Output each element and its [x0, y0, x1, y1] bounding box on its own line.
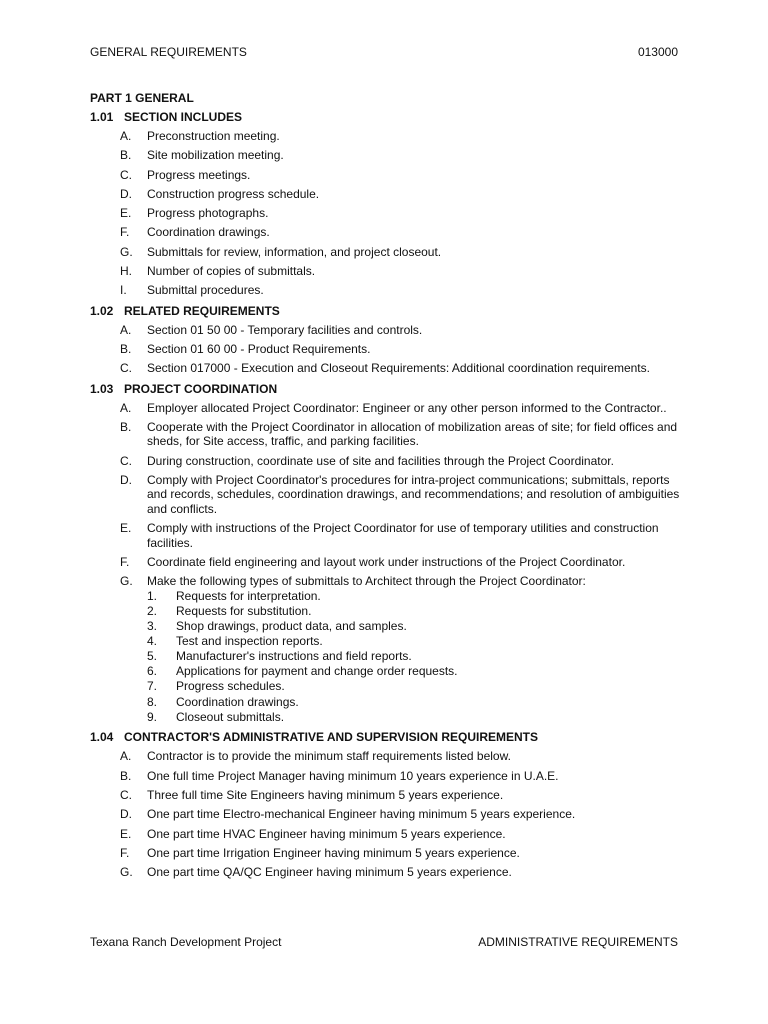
- item-text: One part time HVAC Engineer having minimum 5 years experience.: [147, 826, 506, 841]
- sub-item-text: Requests for substitution.: [176, 603, 312, 618]
- item-text: Section 01 60 00 - Product Requirements.: [147, 341, 371, 356]
- sub-item-text: Closeout submittals.: [176, 709, 285, 724]
- section-number: 1.02: [90, 303, 114, 318]
- list-item: [90, 283, 680, 298]
- sub-item-text: Shop drawings, product data, and samples.: [176, 619, 407, 634]
- footer-section-title: ADMINISTRATIVE REQUIREMENTS: [478, 935, 678, 949]
- sub-list-item: [147, 649, 680, 664]
- sub-item-number: 6.: [147, 664, 158, 679]
- item-text: One full time Project Manager having minimum 10 years experience in U.A.E.: [147, 768, 559, 783]
- item-letter: C.: [120, 361, 132, 376]
- list-item: [90, 473, 680, 517]
- section-title: CONTRACTOR'S ADMINISTRATIVE AND SUPERVISION REQUIREMENTS: [124, 730, 538, 745]
- sub-list-item: [147, 604, 680, 619]
- section-number: 1.01: [90, 110, 114, 124]
- sub-item-number: 8.: [147, 694, 158, 709]
- item-text: Submittal procedures.: [147, 283, 264, 298]
- sub-list-item: [147, 695, 680, 710]
- list-item: [90, 420, 680, 449]
- section-title: RELATED REQUIREMENTS: [124, 303, 280, 318]
- list-item: [90, 225, 680, 240]
- item-letter: D.: [120, 807, 132, 822]
- item-text: Preconstruction meeting.: [147, 129, 280, 143]
- header-section-number: 013000: [637, 45, 678, 59]
- list-item: [90, 865, 680, 880]
- item-text: Make the following types of submittals to Architect through the Project Coordinator:: [147, 574, 586, 589]
- sub-item-text: Coordination drawings.: [176, 694, 299, 709]
- item-text: Submittals for review, information, and project closeout.: [147, 244, 442, 259]
- list-item: [90, 245, 680, 260]
- item-letter: G.: [120, 865, 133, 880]
- section: [90, 109, 680, 298]
- section: [90, 381, 680, 725]
- list-item: [90, 574, 680, 724]
- item-letter: A.: [120, 400, 132, 415]
- sub-item-text: Manufacturer's instructions and field reports.: [176, 649, 412, 664]
- list-item: [90, 807, 680, 822]
- item-text: Number of copies of submittals.: [147, 264, 316, 279]
- list-item: [90, 148, 680, 163]
- list-item: [90, 168, 680, 183]
- item-letter: G.: [120, 574, 133, 589]
- sub-list-item: [147, 664, 680, 679]
- item-text: Section 017000 - Execution and Closeout Requirements: Additional coordination requirements.: [147, 361, 650, 376]
- item-letter: G.: [120, 244, 133, 259]
- item-letter: I.: [120, 283, 127, 298]
- sub-item-text: Applications for payment and change order requests.: [176, 664, 458, 679]
- item-text: Employer allocated Project Coordinator: Engineer or any other person informed to the Contractor..: [147, 400, 667, 415]
- page-footer: [90, 934, 678, 950]
- item-letter: F.: [120, 555, 130, 570]
- item-text: Coordination drawings.: [147, 225, 270, 240]
- list-item: [90, 187, 680, 202]
- sub-item-text: Requests for interpretation.: [176, 588, 321, 603]
- item-letter: C.: [120, 453, 132, 468]
- sub-list-item: [147, 634, 680, 649]
- section: [90, 729, 680, 879]
- item-letter: E.: [120, 826, 132, 841]
- item-text: One part time Electro-mechanical Engineer having minimum 5 years experience.: [147, 807, 576, 822]
- sub-list-item: [147, 589, 680, 604]
- section-title: PROJECT COORDINATION: [124, 381, 278, 396]
- item-text: Comply with Project Coordinator's procedures for intra-project communications; submittals, reports and records, schedules, coordination drawings, and recommendations; and resolution of ambiguities and conflicts.: [147, 472, 680, 516]
- item-letter: E.: [120, 206, 132, 221]
- item-text: Coordinate field engineering and layout work under instructions of the Project Coordinator.: [147, 555, 626, 570]
- document-body: [90, 90, 680, 885]
- sub-list-item: [147, 679, 680, 694]
- item-list: [90, 749, 680, 879]
- item-text: Progress photographs.: [147, 206, 269, 221]
- sub-item-number: 9.: [147, 709, 158, 724]
- item-letter: D.: [120, 472, 132, 487]
- section-heading: [90, 303, 680, 323]
- sub-item-number: 2.: [147, 603, 158, 618]
- item-text: One part time QA/QC Engineer having minimum 5 years experience.: [147, 865, 512, 880]
- item-letter: E.: [120, 521, 132, 536]
- sub-list-item: [147, 619, 680, 634]
- item-list: [90, 129, 680, 298]
- section: [90, 303, 680, 376]
- item-letter: H.: [120, 264, 132, 279]
- item-text: Construction progress schedule.: [147, 186, 320, 201]
- list-item: [90, 769, 680, 784]
- list-item: [90, 361, 680, 376]
- list-item: [90, 521, 680, 550]
- item-letter: F.: [120, 225, 130, 240]
- list-item: [90, 323, 680, 338]
- item-text: One part time Irrigation Engineer having minimum 5 years experience.: [147, 845, 520, 860]
- list-item: [90, 129, 680, 144]
- section-heading: [90, 729, 680, 749]
- sub-item-text: Progress schedules.: [176, 679, 285, 694]
- item-text: Comply with instructions of the Project Coordinator for use of temporary utilities and construction facilities.: [147, 521, 659, 550]
- list-item: [90, 206, 680, 221]
- item-list: [90, 323, 680, 376]
- item-text: Contractor is to provide the minimum staff requirements listed below.: [147, 749, 511, 764]
- item-text: Section 01 50 00 - Temporary facilities and controls.: [147, 322, 423, 337]
- page-header: [90, 44, 678, 60]
- part-title: PART 1 GENERAL: [90, 91, 194, 105]
- sub-item-number: 7.: [147, 679, 158, 694]
- sub-item-number: 5.: [147, 649, 158, 664]
- list-item: [90, 788, 680, 803]
- list-item: [90, 401, 680, 416]
- section-number: 1.04: [90, 730, 114, 745]
- sections-container: [90, 109, 680, 880]
- section-heading: [90, 381, 680, 401]
- item-letter: A.: [120, 129, 132, 143]
- item-letter: B.: [120, 768, 132, 783]
- item-text: Progress meetings.: [147, 167, 251, 182]
- item-letter: D.: [120, 186, 132, 201]
- sub-item-text: Test and inspection reports.: [176, 634, 323, 649]
- item-letter: A.: [120, 322, 132, 337]
- sub-item-number: 3.: [147, 619, 158, 634]
- item-letter: B.: [120, 148, 132, 163]
- sub-list-item: [147, 710, 680, 725]
- list-item: [90, 555, 680, 570]
- item-letter: A.: [120, 749, 132, 764]
- list-item: [90, 749, 680, 764]
- item-letter: C.: [120, 788, 132, 803]
- sub-item-number: 1.: [147, 588, 158, 603]
- section-title: SECTION INCLUDES: [124, 110, 243, 124]
- list-item: [90, 827, 680, 842]
- item-letter: B.: [120, 341, 132, 356]
- list-item: [90, 264, 680, 279]
- item-letter: C.: [120, 167, 132, 182]
- item-letter: B.: [120, 419, 132, 434]
- item-letter: F.: [120, 845, 130, 860]
- sub-list: [147, 589, 680, 725]
- list-item: [90, 454, 680, 469]
- item-text: Three full time Site Engineers having minimum 5 years experience.: [147, 788, 504, 803]
- item-list: [90, 401, 680, 725]
- section-number: 1.03: [90, 381, 114, 396]
- section-heading: [90, 109, 680, 129]
- list-item: [90, 846, 680, 861]
- item-text: Site mobilization meeting.: [147, 148, 284, 163]
- header-title: GENERAL REQUIREMENTS: [90, 45, 247, 59]
- footer-project-name: Texana Ranch Development Project: [90, 935, 282, 949]
- item-text: During construction, coordinate use of site and facilities through the Project Coordinator.: [147, 453, 614, 468]
- sub-item-number: 4.: [147, 634, 158, 649]
- item-text: Cooperate with the Project Coordinator in allocation of mobilization areas of site; for field offices and sheds, for Site access, traffic, and parking facilities.: [147, 419, 678, 449]
- list-item: [90, 342, 680, 357]
